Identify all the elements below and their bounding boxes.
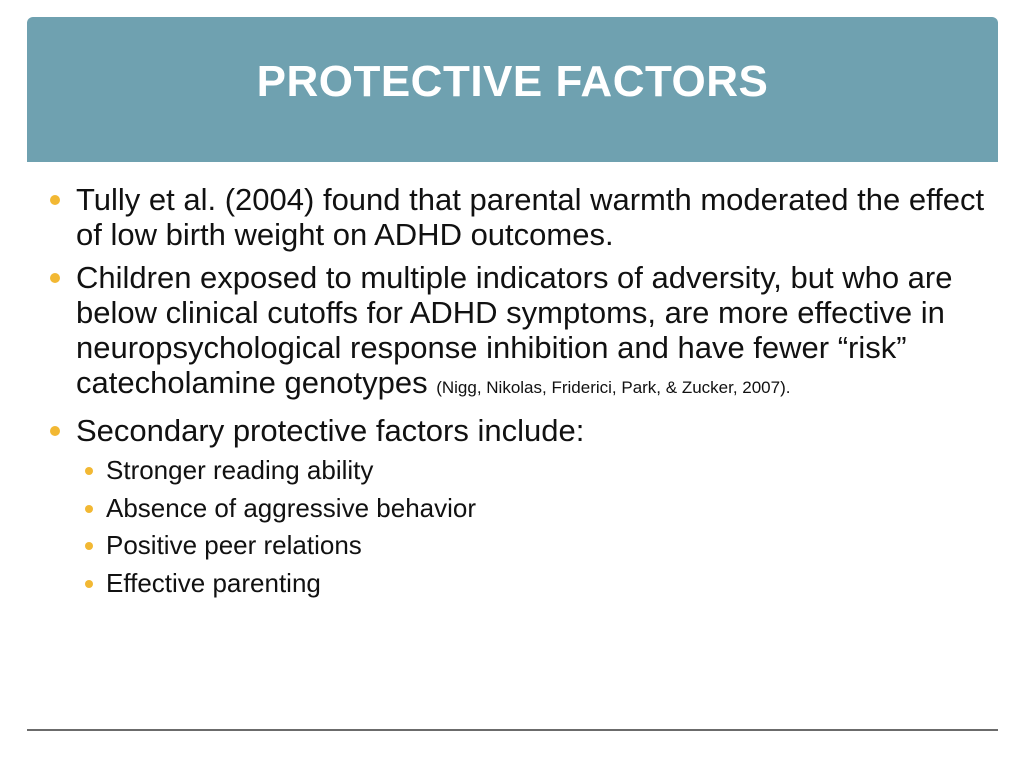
sub-bullet-item: Stronger reading ability — [76, 452, 986, 490]
title-bar — [27, 17, 998, 162]
sub-bullet-item: Positive peer relations — [76, 527, 986, 565]
bottom-divider — [27, 729, 998, 731]
sub-bullet-item: Effective parenting — [76, 565, 986, 603]
bullet-list — [46, 182, 986, 602]
citation: (Nigg, Nikolas, Friderici, Park, & Zucker, 2007). — [436, 378, 791, 397]
bullet-item — [46, 260, 986, 405]
bullet-text: Children exposed to multiple indicators of adversity, but who are below clinical cutoffs for ADHD symptoms, are more effective in neuropsychological response inhibition and have fewer “risk” catecholamine genotypes — [76, 260, 953, 400]
slide-content — [46, 182, 986, 610]
bullet-text: Secondary protective factors include: — [76, 413, 585, 448]
bullet-item — [46, 182, 986, 252]
bullet-text: Tully et al. (2004) found that parental warmth moderated the effect of low birth weight on ADHD outcomes. — [76, 182, 985, 252]
slide-title: PROTECTIVE FACTORS — [256, 56, 769, 106]
sub-bullet-list — [76, 452, 986, 602]
sub-bullet-item: Absence of aggressive behavior — [76, 490, 986, 528]
bullet-item — [46, 413, 986, 602]
